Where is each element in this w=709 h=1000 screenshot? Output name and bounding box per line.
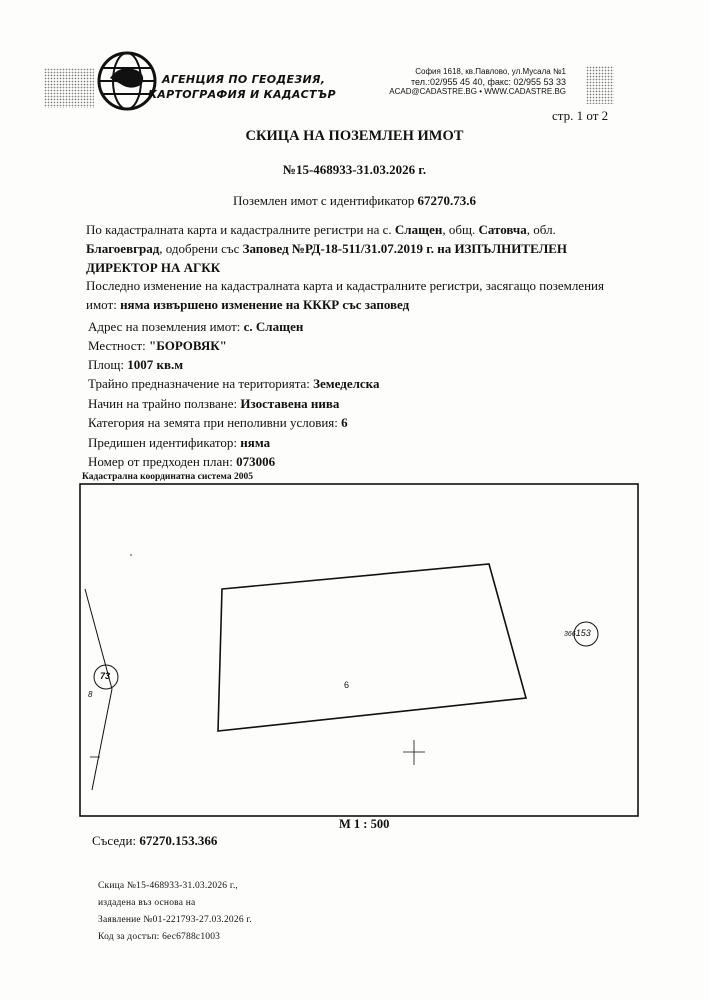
field-value: 073006 <box>236 454 276 469</box>
parcel-label: 6 <box>344 680 350 690</box>
neighbour-left-sub: 8 <box>88 690 93 699</box>
intro-order-2: ДИРЕКТОР НА АГКК <box>86 260 221 275</box>
left-neighbour-boundary-2 <box>92 689 112 790</box>
neighbours-value: 67270.153.366 <box>139 833 218 848</box>
neighbour-right-number: 153 <box>575 628 591 638</box>
document-title: СКИЦА НА ПОЗЕМЛЕН ИМОТ <box>245 128 464 144</box>
intro-order: Заповед №РД-18-511/31.07.2019 г. на ИЗПЪЛНИТЕЛЕН <box>242 241 568 256</box>
field-value: няма <box>240 435 271 450</box>
last-change-line-1: Последно изменение на кадастралната карта и кадастралните регистри, засягащо поземления <box>86 278 604 293</box>
identifier-value: 67270.73.6 <box>417 193 477 208</box>
field-label: Категория на земята при неполивни условия: <box>88 415 338 430</box>
field-value: Земеделска <box>313 376 380 391</box>
identifier-label: Поземлен имот с идентификатор <box>232 193 415 208</box>
page-number: стр. 1 от 2 <box>552 108 609 123</box>
coord-system-label: Кадастрална координатна система 2005 <box>82 472 253 482</box>
field-label: Адрес на поземления имот: <box>88 319 241 334</box>
field-value: 6 <box>341 415 348 430</box>
field-label: Трайно предназначение на територията: <box>88 376 310 391</box>
field-value: 1007 кв.м <box>127 357 184 372</box>
footer-line-1: Скица №15-468933-31.03.2026 г., <box>98 881 239 891</box>
intro-text-1: По кадастралната карта и кадастралните регистри на с. <box>86 222 392 237</box>
map-scale: М 1 : 500 <box>339 817 390 831</box>
field-label: Номер от предходен план: <box>88 454 233 469</box>
map-speck <box>130 554 132 556</box>
neighbours-label: Съседи: <box>92 833 137 848</box>
neighbour-right-label <box>564 628 591 638</box>
footer-line-4: Код за достъп: 6ес6788с1003 <box>98 932 221 942</box>
agency-phone: тел.:02/955 45 40, факс: 02/955 53 33 <box>410 77 566 87</box>
neighbours-line <box>92 831 217 851</box>
agency-line-2: КАРТОГРАФИЯ И КАДАСТЪР <box>148 88 336 101</box>
field-label: Площ: <box>88 357 124 372</box>
intro-municipality: Сатовча <box>478 222 527 237</box>
last-change-label: имот: <box>86 297 117 312</box>
field-value: с. Слащен <box>243 319 304 334</box>
agency-address: София 1618, кв.Павлово, ул.Мусала №1 <box>415 67 566 76</box>
parcel-boundary <box>218 564 526 731</box>
agency-line-1: АГЕНЦИЯ ПО ГЕОДЕЗИЯ, <box>162 73 326 86</box>
crosshair-icon <box>403 740 425 765</box>
footer-block <box>98 878 252 946</box>
field-value: "БОРОВЯК" <box>149 338 227 353</box>
neighbour-left-label: 73 <box>100 671 111 681</box>
field-label: Местност: <box>88 338 146 353</box>
neighbour-right-prefix: 366 <box>564 631 576 638</box>
intro-region: Благоевград <box>86 241 160 256</box>
last-change-value: няма извършено изменение на КККР със заповед <box>120 297 410 312</box>
intro-text-3: , обл. <box>526 222 556 237</box>
intro-text-2: , общ. <box>442 222 476 237</box>
footer-line-3: Заявление №01-221793-27.03.2026 г. <box>98 915 252 925</box>
footer-line-2: издадена въз основа на <box>98 898 196 908</box>
intro-text-4: , одобрени със <box>159 241 240 256</box>
field-label: Начин на трайно ползване: <box>88 396 238 411</box>
field-label: Предишен идентификатор: <box>88 435 238 450</box>
field-value: Изоставена нива <box>240 396 340 411</box>
intro-village: Слащен <box>394 222 443 237</box>
sketch-number: №15-468933-31.03.2026 г. <box>282 162 427 177</box>
agency-web: ACAD@CADASTRE.BG • WWW.CADASTRE.BG <box>389 87 566 96</box>
map-frame <box>80 484 638 816</box>
